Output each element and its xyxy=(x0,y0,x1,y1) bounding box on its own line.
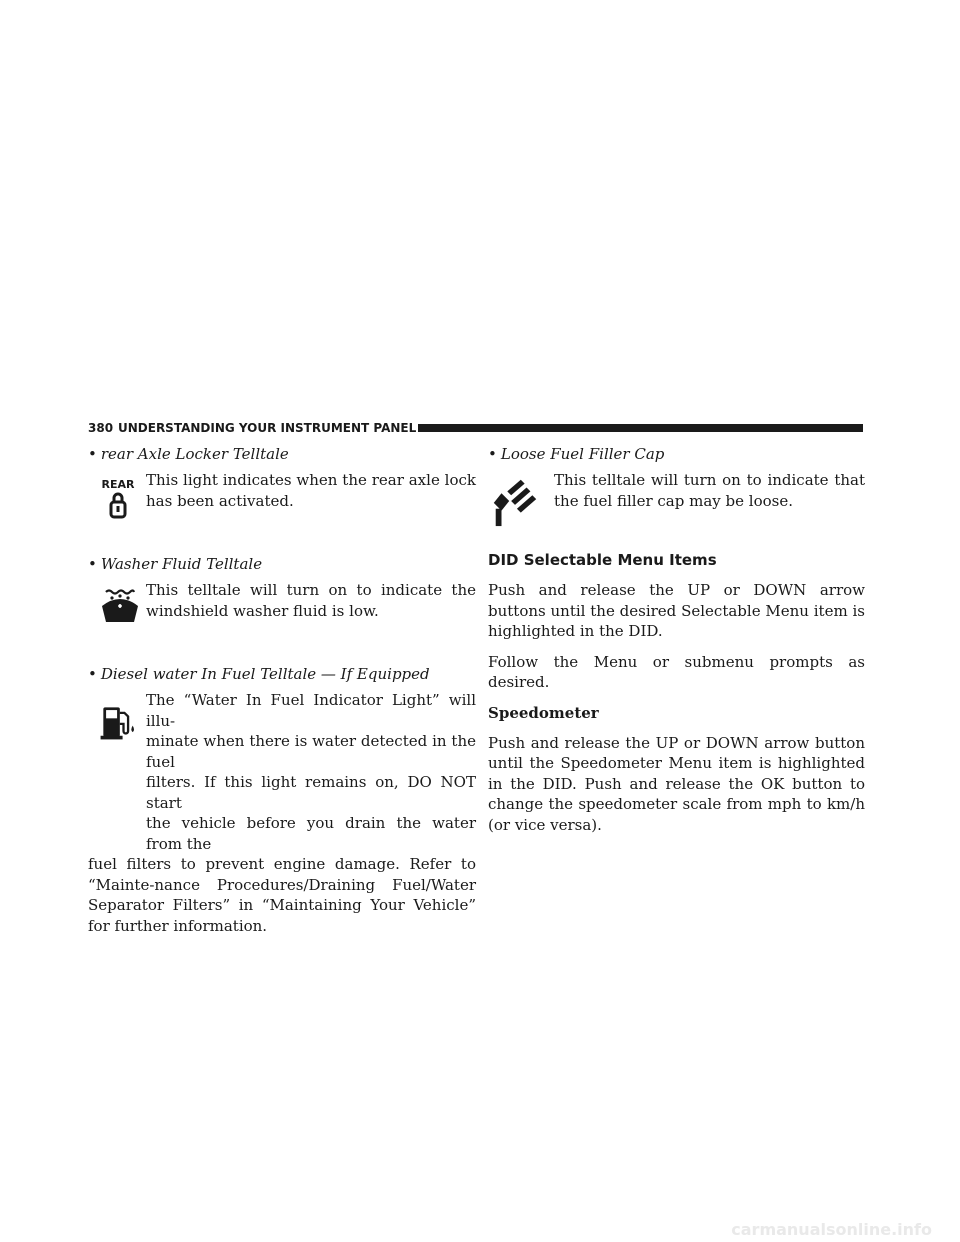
item-heading-loose-cap: • Loose Fuel Filler Cap xyxy=(488,445,665,463)
telltale-loose-cap-text: This telltale will turn on to indicate that the fuel filler cap may be loose. xyxy=(554,471,865,510)
loose-fuel-cap-icon xyxy=(488,474,542,528)
paragraph-did-1: Push and release the UP or DOWN arrow buttons until the desired Selectable Menu item is highlighted in the DID. xyxy=(488,581,865,640)
section-title: UNDERSTANDING YOUR INSTRUMENT PANEL xyxy=(118,421,417,435)
washer-fluid-icon xyxy=(96,582,144,630)
telltale-washer xyxy=(88,580,476,644)
rear-axle-lock-icon xyxy=(96,474,140,524)
rear-label: REAR xyxy=(101,478,135,491)
header-rule xyxy=(418,424,863,432)
page-header xyxy=(88,420,863,436)
page-footer xyxy=(0,1214,960,1242)
telltale-rear-axle xyxy=(88,470,476,534)
telltale-rear-axle-text: This light indicates when the rear axle lock has been activated. xyxy=(146,471,476,510)
item-heading-washer: • Washer Fluid Telltale xyxy=(88,555,263,573)
telltale-water-in-fuel-text-tail: fuel filters to prevent engine damage. Refer to “Mainte-nance Procedures/Draining Fuel/Water Separator Filters” in “Maintaining Your Vehicle” for further information. xyxy=(88,855,476,935)
page-number: 380 xyxy=(88,421,114,435)
section-heading-did: DID Selectable Menu Items xyxy=(488,551,717,569)
right-column xyxy=(488,444,865,845)
telltale-loose-cap xyxy=(488,470,865,534)
water-in-fuel-icon xyxy=(96,698,140,746)
left-column xyxy=(88,444,476,936)
item-heading-rear-axle: • rear Axle Locker Telltale xyxy=(88,445,289,463)
watermark: carmanualsonline.info xyxy=(731,1220,932,1239)
item-heading-water-in-fuel: • Diesel water In Fuel Telltale — If Equipped xyxy=(88,665,430,683)
subheading-speedometer: Speedometer xyxy=(488,703,599,722)
telltale-water-in-fuel xyxy=(88,690,476,936)
telltale-water-in-fuel-text-head: The “Water In Fuel Indicator Light” will illu- minate when there is water detected in the fuel filters. If this light remains on, DO NOT start the vehicle before you drain the water from the xyxy=(146,691,476,853)
telltale-washer-text: This telltale will turn on to indicate the windshield washer fluid is low. xyxy=(146,581,476,620)
paragraph-did-2: Follow the Menu or submenu prompts as desired. xyxy=(488,652,865,691)
paragraph-speedometer: Push and release the UP or DOWN arrow button until the Speedometer Menu item is highlighted in the DID. Push and release the OK button to change the speedometer scale from mph to km/h (or vice versa). xyxy=(488,733,865,834)
